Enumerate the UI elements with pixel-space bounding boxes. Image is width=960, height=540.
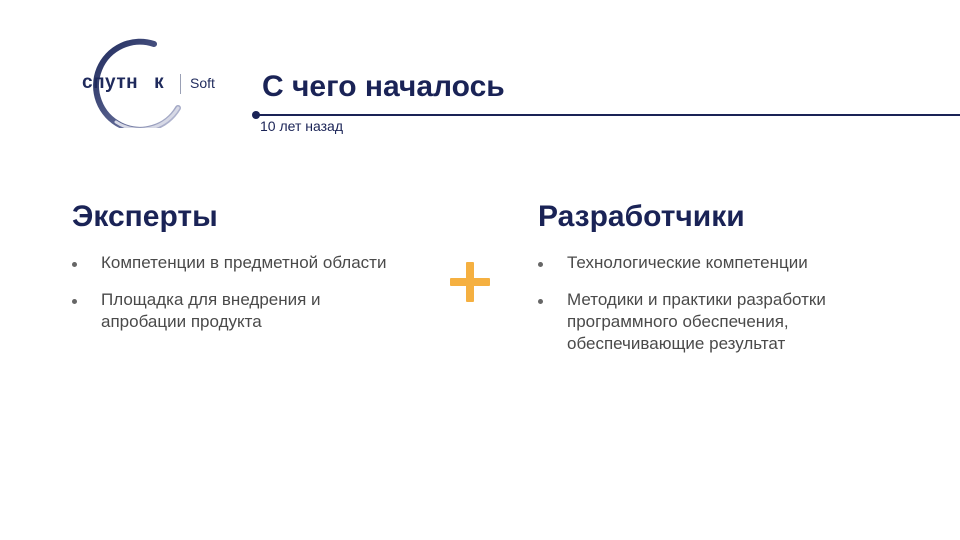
developers-list [538, 252, 918, 355]
list-item: Технологические компетенции [538, 252, 918, 274]
page-subtitle: 10 лет назад [260, 118, 343, 134]
plus-icon [448, 260, 492, 304]
logo-wordmark [82, 72, 164, 94]
experts-list [72, 252, 402, 333]
logo-wordmark-part2: к [154, 72, 165, 93]
list-item: Методики и практики разработки программного обеспечения, обеспечивающие результат [538, 289, 918, 355]
developers-heading: Разработчики [538, 200, 745, 233]
logo-product-label: Soft [190, 75, 215, 91]
page-title: С чего началось [262, 70, 505, 103]
experts-column [72, 200, 402, 348]
list-item: Площадка для внедрения и апробации продукта [72, 289, 402, 333]
list-item: Компетенции в предметной области [72, 252, 402, 274]
developers-column [538, 200, 918, 370]
experts-heading: Эксперты [72, 200, 218, 233]
logo-wordmark-part1: спутн [82, 72, 139, 93]
logo-divider [180, 74, 181, 94]
title-underline [252, 111, 960, 119]
